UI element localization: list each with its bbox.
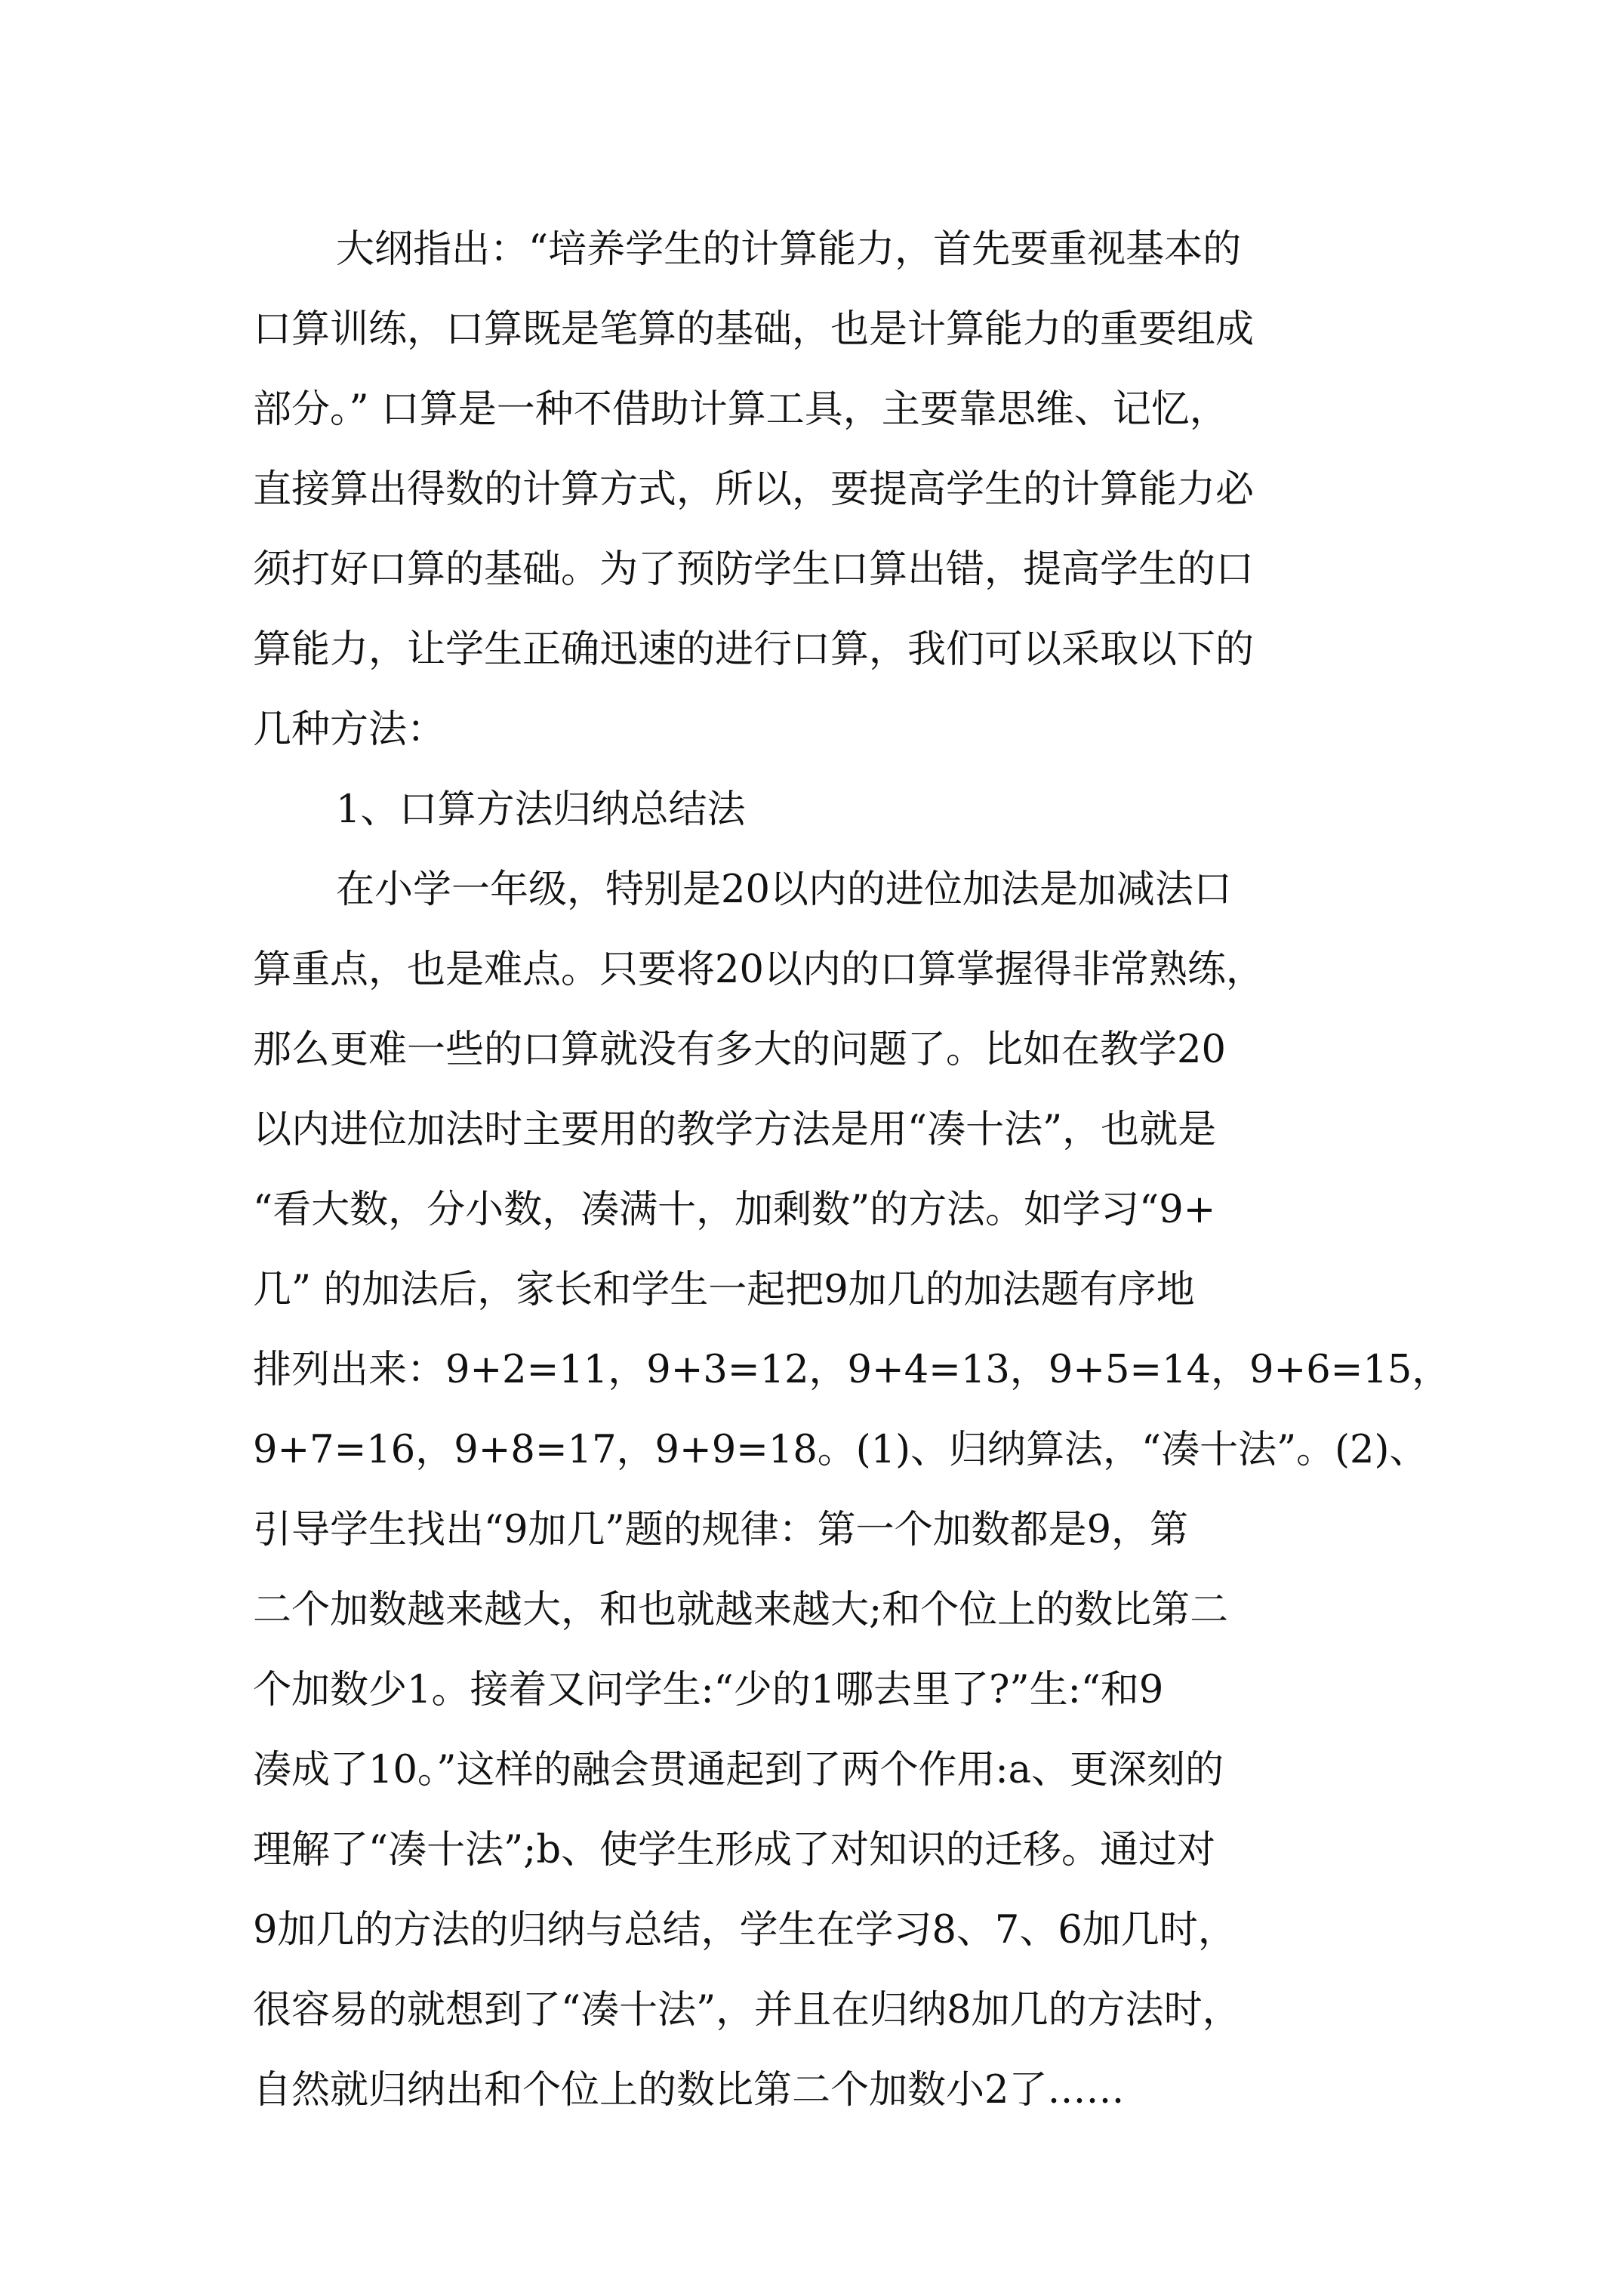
paragraph-line: 算重点，也是难点。只要将20以内的口算掌握得非常熟练，: [253, 948, 1264, 992]
paragraph-line: 自然就归纳出和个位上的数比第二个加数小2了……: [253, 2068, 1125, 2113]
paragraph-line: 算能力，让学生正确迅速的进行口算，我们可以采取以下的: [253, 627, 1255, 672]
paragraph-line: 直接算出得数的计算方式，所以，要提高学生的计算能力必: [253, 467, 1255, 512]
paragraph-line: 大纲指出：“培养学生的计算能力，首先要重视基本的: [336, 227, 1242, 272]
section-heading: 1、口算方法归纳总结法: [336, 787, 746, 832]
paragraph-line: 理解了“凑十法”;b、使学生形成了对知识的迁移。通过对: [253, 1828, 1215, 1872]
paragraph-line: 凑成了10。”这样的融会贯通起到了两个作用:a、更深刻的: [253, 1748, 1224, 1792]
paragraph-line: 二个加数越来越大，和也就越来越大;和个位上的数比第二: [253, 1588, 1229, 1632]
paragraph-line: 那么更难一些的口算就没有多大的问题了。比如在教学20: [253, 1028, 1226, 1072]
paragraph-line: 以内进位加法时主要用的教学方法是用“凑十法”，也就是: [253, 1108, 1217, 1152]
paragraph-line: 9+7=16，9+8=17，9+9=18。(1)、归纳算法，“凑十法”。(2)、: [253, 1428, 1428, 1472]
paragraph-line: 排列出来：9+2=11，9+3=12，9+4=13，9+5=14，9+6=15，: [253, 1348, 1451, 1392]
paragraph-line: 须打好口算的基础。为了预防学生口算出错，提高学生的口: [253, 547, 1255, 592]
paragraph-line: 部分。” 口算是一种不借助计算工具，主要靠思维、记忆，: [253, 387, 1228, 432]
paragraph-line: 在小学一年级，特别是20以内的进位加法是加减法口: [336, 868, 1232, 912]
paragraph-line: 口算训练，口算既是笔算的基础，也是计算能力的重要组成: [253, 307, 1255, 352]
paragraph-line: 几种方法：: [253, 707, 446, 752]
paragraph-line: 很容易的就想到了“凑十法”，并且在归纳8加几的方法时，: [253, 1988, 1241, 2032]
paragraph-line: 引导学生找出“9加几”题的规律：第一个加数都是9，第: [253, 1508, 1189, 1552]
paragraph-line: 个加数少1。接着又问学生:“少的1哪去里了?”生:“和9: [253, 1668, 1164, 1712]
paragraph-line: “看大数，分小数，凑满十，加剩数”的方法。如学习“9+: [253, 1188, 1216, 1232]
paragraph-line: 几” 的加法后，家长和学生一起把9加几的加法题有序地: [253, 1268, 1195, 1312]
body-text: [253, 210, 1461, 2131]
paragraph-line: 9加几的方法的归纳与总结，学生在学习8、7、6加几时，: [253, 1908, 1236, 1952]
